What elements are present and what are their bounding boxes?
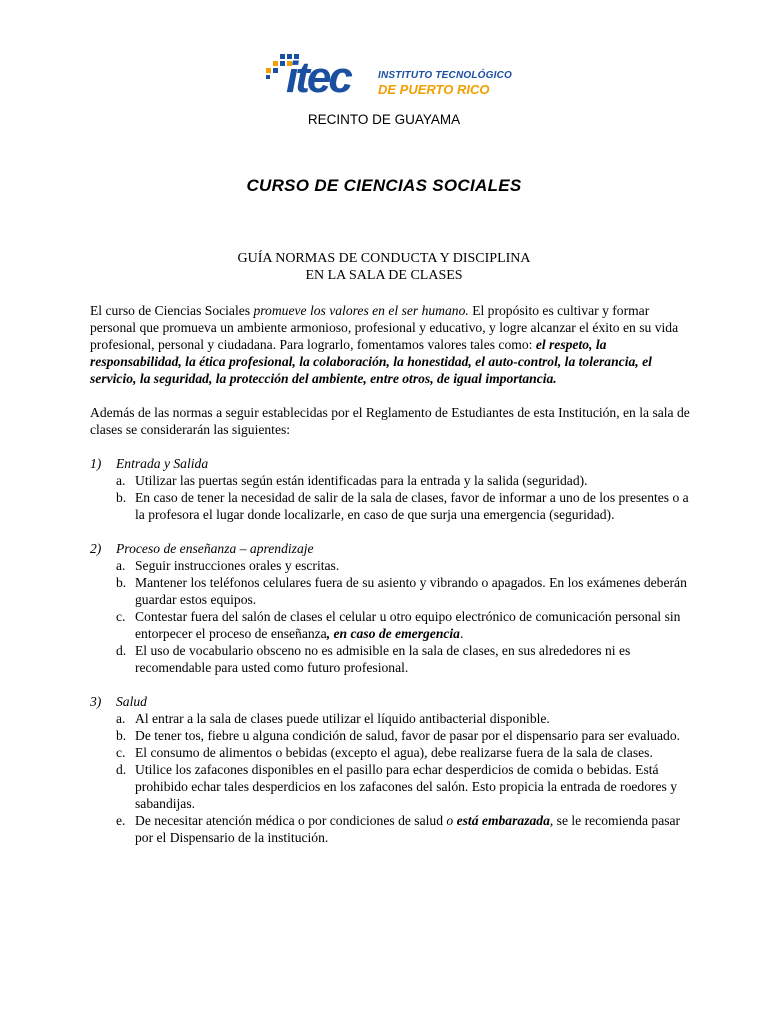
item-text: Mantener los teléfonos celulares fuera de su asiento y vibrando o apagados. En los exámenes deberán guardar estos equipos. (135, 575, 687, 607)
section-heading (90, 455, 690, 472)
item-emphasis: está embarazada (456, 813, 550, 828)
section-item-list (90, 557, 690, 676)
item-marker: a. (116, 711, 126, 726)
item-text: Utilizar las puertas según están identificadas para la entrada y la salida (seguridad). (135, 473, 588, 488)
section-item-list (90, 472, 690, 523)
intro-values: el respeto, la responsabilidad, la ética profesional, la colaboración, la honestidad, el auto-control, la tolerancia, el servicio, la seguridad, la protección del ambiente, entre otros, de igual importancia. (90, 337, 652, 386)
item-marker: b. (116, 728, 127, 743)
list-item (90, 761, 690, 812)
section-number: 3) (90, 694, 102, 709)
item-marker: a. (116, 558, 126, 573)
list-item (90, 574, 690, 608)
section-title: Entrada y Salida (116, 456, 209, 471)
intro-italic: promueve los valores en el ser humano. (253, 303, 469, 318)
list-item (90, 489, 690, 523)
campus-name: RECINTO DE GUAYAMA (307, 112, 461, 127)
section-number: 1) (90, 456, 102, 471)
item-marker: c. (116, 609, 126, 624)
item-text: Seguir instrucciones orales y escritas. (135, 558, 340, 573)
item-emphasis: , en caso de emergencia (326, 626, 460, 641)
section-heading (90, 693, 690, 710)
document-body (90, 302, 690, 863)
section-heading (90, 540, 690, 557)
list-item (90, 727, 690, 744)
item-text: Utilice los zafacones disponibles en el pasillo para echar desperdicios de comida o bebidas. Está prohibido echar tales desperdicios en los zafacones del salón. Esto propicia la entrada de roedores y sabandijas. (135, 762, 678, 811)
item-text: El uso de vocabulario obsceno no es admisible en la sala de clases, en sus alrededores ni es recomendable para usted como futuro profesional. (135, 643, 631, 675)
list-item (90, 744, 690, 761)
guide-title (0, 250, 768, 284)
norm-section (90, 693, 690, 846)
list-item (90, 608, 690, 642)
list-item (90, 710, 690, 727)
list-item (90, 557, 690, 574)
logo-institute-line: INSTITUTO TECNOLÓGICO (378, 70, 513, 81)
item-text: De necesitar atención médica o por condiciones de salud (135, 813, 447, 828)
item-marker: d. (116, 762, 127, 777)
list-item (90, 812, 690, 846)
course-title: CURSO DE CIENCIAS SOCIALES (246, 176, 522, 195)
item-marker: d. (116, 643, 127, 658)
item-marker: b. (116, 575, 127, 590)
section-title: Proceso de enseñanza – aprendizaje (116, 541, 314, 556)
item-marker: e. (116, 813, 126, 828)
norms-paragraph: Además de las normas a seguir establecidas por el Reglamento de Estudiantes de esta Institución, en la sala de clases se considerarán las siguientes: (90, 405, 690, 437)
logo-wordmark: itec (286, 53, 350, 102)
item-italic: o (446, 813, 457, 828)
section-item-list (90, 710, 690, 846)
item-text-after: , se le recomienda pasar por el Dispensario de la institución. (135, 813, 681, 845)
item-text: El consumo de alimentos o bebidas (excepto el agua), debe realizarse fuera de la sala de clases. (135, 745, 653, 760)
norm-section (90, 455, 690, 523)
intro-text-2: El propósito es cultivar y formar personal que promueva un ambiente armonioso, profesional y educativo, y logre alcanzar el éxito en su vida profesional, personal y ciudadana. Para lograrlo, fomentamos valores tales como: (90, 303, 679, 352)
section-title: Salud (116, 694, 147, 709)
item-text: De tener tos, fiebre u alguna condición de salud, favor de pasar por el dispensario para ser evaluado. (135, 728, 681, 743)
item-marker: a. (116, 473, 126, 488)
item-text-after: . (459, 626, 464, 641)
intro-text-1: El curso de Ciencias Sociales (90, 303, 254, 318)
item-marker: c. (116, 745, 126, 760)
intro-paragraph (90, 302, 690, 387)
norm-section (90, 540, 690, 676)
list-item (90, 472, 690, 489)
section-number: 2) (90, 541, 102, 556)
item-text: Contestar fuera del salón de clases el celular u otro equipo electrónico de comunicación personal sin entorpecer el proceso de enseñanza (135, 609, 681, 641)
item-text: En caso de tener la necesidad de salir de la sala de clases, favor de informar a uno de los presentes o a la profesora el lugar donde localizarle, en caso de que surja una emergencia (seguridad). (135, 490, 689, 522)
logo-location-line: DE PUERTO RICO (378, 82, 490, 97)
itec-logo (266, 52, 513, 104)
item-text: Al entrar a la sala de clases puede utilizar el líquido antibacterial disponible. (135, 711, 550, 726)
guide-title-line1: GUÍA NORMAS DE CONDUCTA Y DISCIPLINA (237, 251, 531, 266)
list-item (90, 642, 690, 676)
guide-title-line2: EN LA SALA DE CLASES (305, 268, 463, 283)
item-marker: b. (116, 490, 127, 505)
norm-sections (90, 455, 690, 846)
